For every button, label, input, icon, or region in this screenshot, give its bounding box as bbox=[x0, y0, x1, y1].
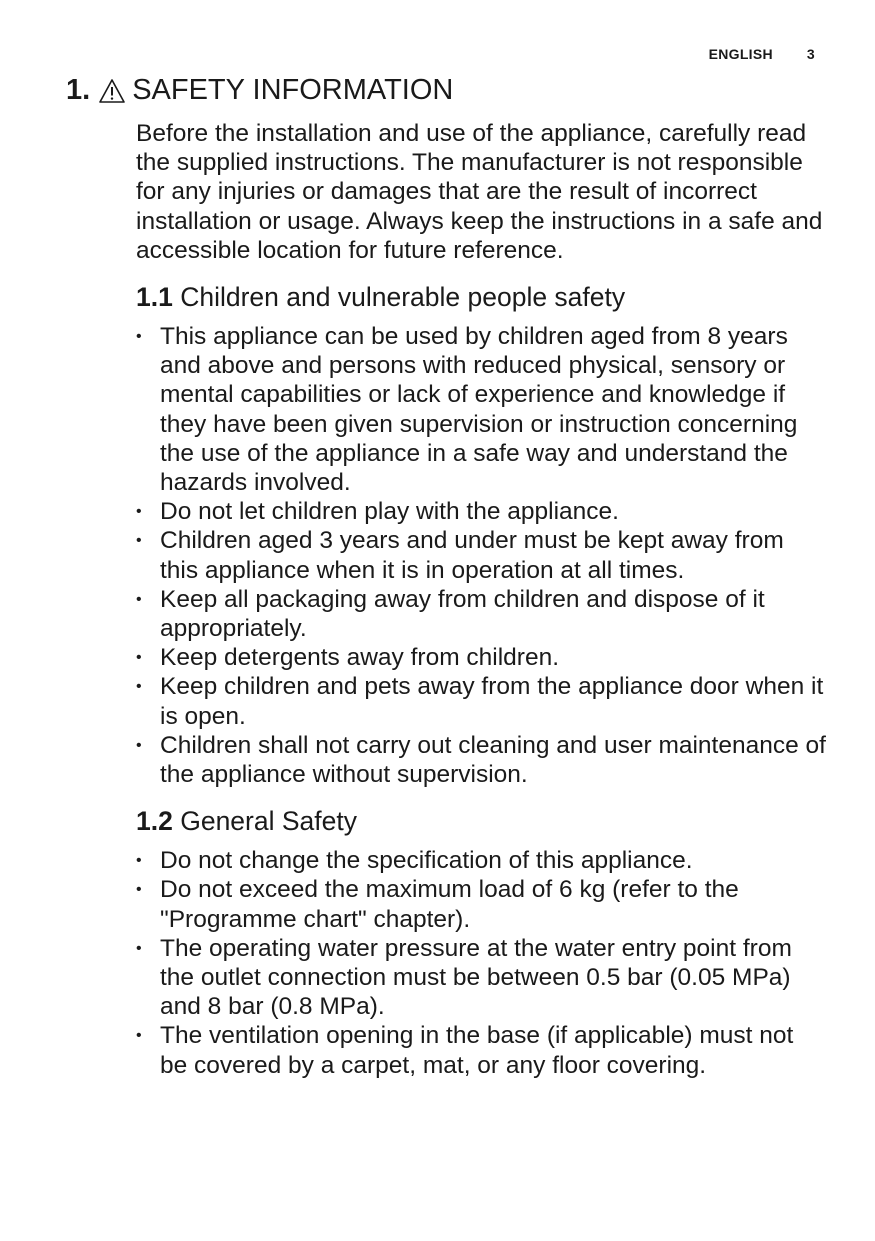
list-item-text: Do not let children play with the appliance. bbox=[160, 498, 619, 526]
section-number: 1. bbox=[66, 74, 91, 106]
children-safety-list bbox=[136, 322, 826, 789]
section-title bbox=[66, 74, 453, 107]
bullet-icon: • bbox=[136, 736, 142, 754]
language-label: ENGLISH bbox=[708, 46, 773, 62]
bullet-icon: • bbox=[136, 1027, 142, 1045]
list-item-text: Do not exceed the maximum load of 6 kg (refer to the "Programme chart" chapter). bbox=[160, 876, 739, 933]
list-item-text: Children aged 3 years and under must be kept away from this appliance when it is in operation at all times. bbox=[160, 527, 784, 584]
list-item bbox=[136, 526, 826, 584]
subsection-title-general bbox=[136, 805, 826, 837]
list-item bbox=[136, 731, 826, 789]
list-item bbox=[136, 497, 826, 526]
list-item-text: The ventilation opening in the base (if applicable) must not be covered by a carpet, mat, or any floor covering. bbox=[160, 1022, 794, 1079]
list-item bbox=[136, 643, 826, 672]
bullet-icon: • bbox=[136, 881, 142, 899]
bullet-icon: • bbox=[136, 852, 142, 870]
list-item-text: The operating water pressure at the water entry point from the outlet connection must be between 0.5 bar (0.05 MPa) and 8 bar (0.8 MPa). bbox=[160, 934, 792, 1021]
subsection-heading-text: Children and vulnerable people safety bbox=[180, 282, 626, 313]
page-number: 3 bbox=[806, 46, 815, 62]
bullet-icon: • bbox=[136, 503, 142, 521]
subsection-heading-text: General Safety bbox=[180, 806, 357, 837]
list-item-text: This appliance can be used by children aged from 8 years and above and persons with reduced physical, sensory or mental capabilities or lack of experience and knowledge if they have been given supervision or instruction concerning the use of the appliance in a safe way and understand the hazards involved. bbox=[160, 323, 798, 497]
bullet-icon: • bbox=[136, 939, 142, 957]
subsection-title-children bbox=[136, 281, 826, 313]
list-item bbox=[136, 1021, 826, 1079]
bullet-icon: • bbox=[136, 649, 142, 667]
general-safety-list bbox=[136, 846, 826, 1080]
list-item-text: Do not change the specification of this appliance. bbox=[160, 847, 693, 875]
intro-paragraph: Before the installation and use of the appliance, carefully read the supplied instructions. The manufacturer is not responsible for any injuries or damages that are the result of incorrect installation or usage. Always keep the instructions in a safe and accessible location for future reference. bbox=[136, 120, 823, 264]
list-item-text: Keep detergents away from children. bbox=[160, 644, 560, 672]
bullet-icon: • bbox=[136, 590, 142, 608]
list-item bbox=[136, 875, 826, 933]
subsection-number: 1.2 bbox=[136, 806, 173, 837]
list-item-text: Keep all packaging away from children and dispose of it appropriately. bbox=[160, 585, 765, 643]
subsection-number: 1.1 bbox=[136, 282, 173, 313]
bullet-icon: • bbox=[136, 328, 142, 346]
list-item bbox=[136, 672, 826, 730]
list-item bbox=[136, 846, 826, 875]
list-item-text: Keep children and pets away from the appliance door when it is open. bbox=[160, 673, 824, 730]
bullet-icon: • bbox=[136, 532, 142, 550]
bullet-icon: • bbox=[136, 678, 142, 696]
list-item bbox=[136, 585, 826, 643]
page-header bbox=[709, 46, 815, 62]
list-item-text: Children shall not carry out cleaning and user maintenance of the appliance without supervision. bbox=[160, 731, 826, 789]
section-heading-text: SAFETY INFORMATION bbox=[132, 74, 454, 106]
warning-triangle-icon bbox=[98, 78, 126, 104]
list-item bbox=[136, 322, 826, 497]
section-content bbox=[136, 119, 826, 1080]
list-item bbox=[136, 934, 826, 1022]
